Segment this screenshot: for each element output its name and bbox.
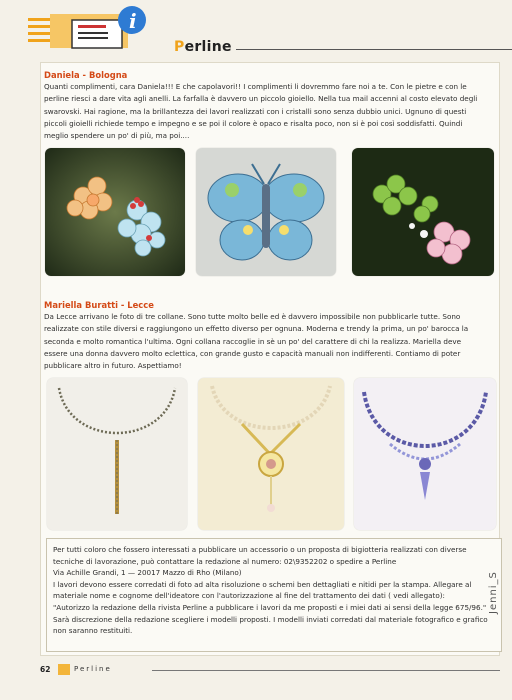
photo-flower-rings-2 xyxy=(352,148,494,276)
signature: Jenni_S xyxy=(488,571,499,614)
submission-info-box xyxy=(46,538,502,652)
info-envelope-icon xyxy=(28,6,148,54)
page-number: 62 xyxy=(40,665,51,674)
page-title: Perline xyxy=(174,39,232,55)
section-text-mariella: Da Lecce arrivano le foto di tre collane. Sono tutte molto belle ed è davvero impossibile non pubblicarle tutte. Sono realizzate con stile diversi e raggiungono un effetto diverso per ognuna. Moderna e trendy la prima, un po' barocca la seconda e molto romantica l'ultima. Ogni collana raccoglie in sè un po' del carattere di chi la realizza. Mariella deve essere una donna davvero molto eclettica, con grande gusto e capacità manuali non indifferenti. Contiamo di poter pubblicare altro in futuro. Aspettiamo! xyxy=(44,312,469,371)
photo-butterfly xyxy=(196,148,336,276)
photo-necklace-baroque xyxy=(198,378,344,530)
footer-brand: Perline xyxy=(74,665,112,673)
section-text-daniela: Quanti complimenti, cara Daniela!!! E che capolavori!! I complimenti li dovremmo fare noi a te. Con le pietre e con le perline riesci a dare vita agli anelli. La farfalla è davvero un piccolo gioiello. Nella tua mail accenni al costo elevato degli swarovski. Hai ragione, ma la brillantezza dei lavori realizzati con i cristalli sono senza dubbio unici. Ugnuno di questi piccoli gioielli richiede tempo e impegno e se poi il colore è opaco e risalta poco, non si è poi così soddisfatti. Quindi meglio spendere un po' di più, ma poi.... xyxy=(44,82,478,141)
photo-necklace-romantic xyxy=(354,378,496,530)
photo-flower-rings xyxy=(45,148,185,276)
svg-text:i: i xyxy=(129,9,137,33)
section-title-mariella: Mariella Buratti - Lecce xyxy=(44,300,154,310)
footer-rule xyxy=(152,670,500,671)
submission-info-text: Per tutti coloro che fossero interessati a pubblicare un accessorio o un proposta di bigiotteria realizzati con diverse tecniche di lavorazione, può contattare la redazione al numero: 02\9352202 o spedire a Perline Via Achille Grandi, 1 — 20017 Mazzo di Rho (Milano) I lavori devono essere corredati di foto ad alta risoluzione o schemi ben dettagliati e nitidi per la stampa. Allegare al materiale nome e cognome dell'ideatore con l'autorizzazione al fine del trattamento dei dati ( vedi allegato): "Autorizzo la redazione della rivista Perline a pubblicare i lavori da me proposti e i miei dati ai sensi della legge 675/96." Sarà discrezione della redazione scegliere i modelli proposti. I modelli inviati corredati dal materiale fotografico e grafico non saranno restituiti. xyxy=(53,545,488,636)
page-footer xyxy=(40,664,500,678)
page-header xyxy=(28,6,498,54)
footer-accent-bar xyxy=(58,664,70,675)
header-rule xyxy=(236,49,512,50)
photo-necklace-modern xyxy=(47,378,187,530)
section-title-daniela: Daniela - Bologna xyxy=(44,70,128,80)
